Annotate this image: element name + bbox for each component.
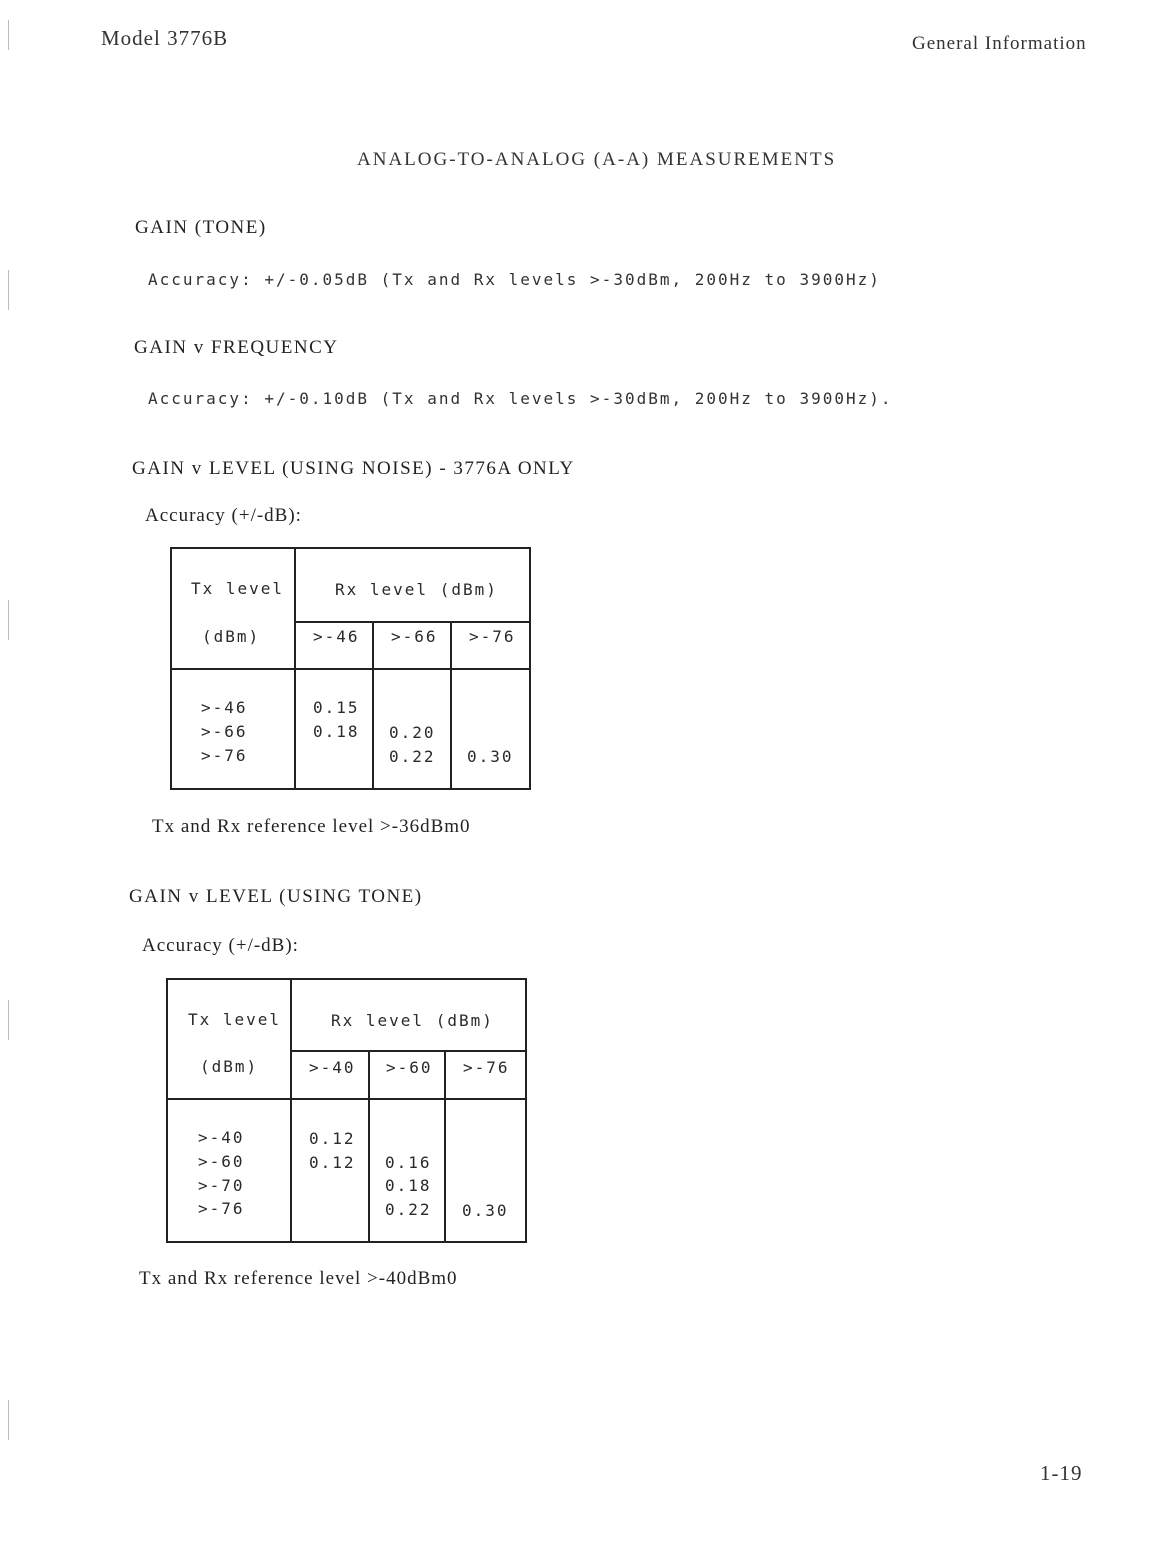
model-header: Model 3776B [101, 26, 229, 50]
tx-row-label: >-40 [198, 1128, 245, 1147]
gain-tone-heading: GAIN (TONE) [135, 217, 267, 238]
rx-column-header: >-76 [463, 1058, 510, 1077]
margin-mark [8, 1000, 9, 1040]
table-cell: 0.22 [385, 1200, 432, 1219]
rx-column-header: >-40 [309, 1058, 356, 1077]
table-cell: 0.30 [462, 1201, 509, 1220]
rx-column-header: >-66 [391, 627, 438, 646]
gain-frequency-accuracy: Accuracy: +/-0.10dB (Tx and Rx levels >-30dBm, 200Hz to 3900Hz). [148, 389, 893, 408]
table-cell: 0.22 [389, 747, 436, 766]
gain-level-tone-accuracy-label: Accuracy (+/-dB): [142, 935, 299, 956]
tx-row-label: >-66 [201, 722, 248, 741]
margin-mark [8, 600, 9, 640]
tone-accuracy-table [166, 978, 527, 1243]
tx-unit-header: (dBm) [202, 627, 261, 646]
gain-frequency-heading: GAIN v FREQUENCY [134, 337, 339, 358]
tone-reference-level: Tx and Rx reference level >-40dBm0 [139, 1268, 458, 1289]
tx-level-header: Tx level [188, 1010, 282, 1029]
margin-mark [8, 20, 9, 50]
tx-row-label: >-70 [198, 1176, 245, 1195]
page-number: 1-19 [1040, 1461, 1083, 1485]
tx-level-header: Tx level [191, 579, 285, 598]
rx-column-header: >-60 [386, 1058, 433, 1077]
gain-level-noise-heading: GAIN v LEVEL (USING NOISE) - 3776A ONLY [132, 458, 575, 479]
section-header: General Information [912, 33, 1087, 54]
gain-level-tone-heading: GAIN v LEVEL (USING TONE) [129, 886, 423, 907]
table-cell: 0.12 [309, 1153, 356, 1172]
table-cell: 0.18 [385, 1176, 432, 1195]
noise-accuracy-table [170, 547, 531, 790]
tx-row-label: >-76 [201, 746, 248, 765]
table-cell: 0.20 [389, 723, 436, 742]
table-cell: 0.16 [385, 1153, 432, 1172]
gain-tone-accuracy: Accuracy: +/-0.05dB (Tx and Rx levels >-30dBm, 200Hz to 3900Hz) [148, 270, 881, 289]
rx-level-header: Rx level (dBm) [331, 1011, 494, 1030]
rx-column-header: >-46 [313, 627, 360, 646]
gain-level-noise-accuracy-label: Accuracy (+/-dB): [145, 505, 302, 526]
tx-unit-header: (dBm) [200, 1057, 259, 1076]
table-cell: 0.12 [309, 1129, 356, 1148]
rx-level-header: Rx level (dBm) [335, 580, 498, 599]
table-cell: 0.18 [313, 722, 360, 741]
margin-mark [8, 270, 9, 310]
tx-row-label: >-76 [198, 1199, 245, 1218]
tx-row-label: >-60 [198, 1152, 245, 1171]
page-title: ANALOG-TO-ANALOG (A-A) MEASUREMENTS [357, 149, 837, 170]
margin-mark [8, 1400, 9, 1440]
tx-row-label: >-46 [201, 698, 248, 717]
rx-column-header: >-76 [469, 627, 516, 646]
noise-reference-level: Tx and Rx reference level >-36dBm0 [152, 816, 471, 837]
table-cell: 0.30 [467, 747, 514, 766]
table-cell: 0.15 [313, 698, 360, 717]
